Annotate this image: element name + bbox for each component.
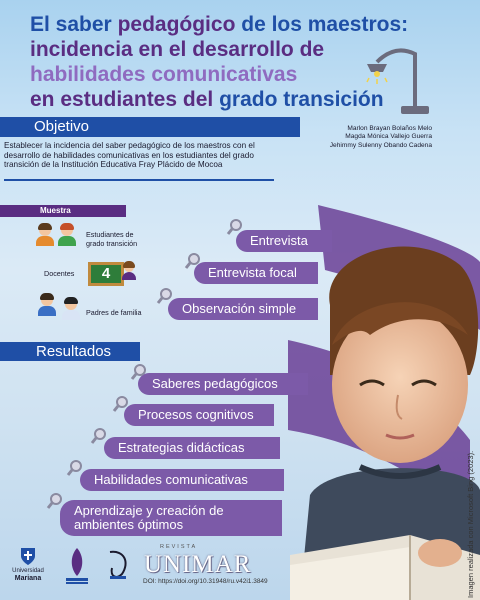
revista-label: REVISTA [160, 544, 198, 550]
academic-logo-icon [62, 546, 92, 586]
result-pill-aprendizaje: Aprendizaje y creación de ambientes óptimos [60, 500, 282, 536]
sample-padres-label: Padres de familia [86, 308, 142, 317]
title-line-2: incidencia en el desarrollo de [30, 38, 325, 61]
child-reading-illustration [290, 235, 480, 600]
resultados-header [0, 342, 140, 361]
magnifier-icon [112, 395, 130, 413]
magnifier-icon [130, 363, 148, 381]
author-name: Jehimmy Sulenny Obando Cadena [329, 141, 432, 149]
magnifier-icon [46, 492, 64, 510]
chalkboard-icon: 4 [88, 262, 124, 286]
result-pill-habilidades: Habilidades comunicativas [80, 469, 284, 491]
unimar-logo: UNIMAR [144, 551, 252, 578]
title-line-4: en estudiantes del grado transición [30, 88, 384, 111]
authors-list [306, 125, 432, 150]
magnifier-icon [66, 459, 84, 477]
title-line-1: El saber pedagógico de los maestros: [30, 13, 409, 36]
resultados-label: Resultados [36, 343, 112, 360]
method-pill-observacion: Observación simple [168, 298, 318, 320]
magnifier-icon [184, 252, 202, 270]
image-credit: Imagen realizada con Microsoft Bing (2023). [466, 450, 475, 598]
method-pill-entrevista: Entrevista [236, 230, 332, 252]
author-name: Magda Mónica Vallejo Guerra [345, 133, 432, 141]
author-name: Marlon Brayan Bolaños Melo [347, 125, 432, 132]
muestra-label: Muestra [40, 206, 71, 215]
parent-father-icon [38, 294, 56, 316]
sample-estudiantes-label: Estudiantes de grado transición [86, 230, 138, 248]
muestra-header [0, 205, 126, 217]
student-girl-icon [58, 224, 76, 246]
result-pill-estrategias: Estrategias didácticas [104, 437, 280, 459]
title-line-3: habilidades comunicativas [30, 63, 298, 86]
magnifier-icon [156, 287, 174, 305]
university-shield-icon [18, 546, 38, 566]
doi-link[interactable]: DOI: https://doi.org/10.31948/ru.v42i1.3849 [143, 578, 268, 585]
teacher-icon [122, 262, 136, 280]
objetivo-label: Objetivo [34, 118, 90, 135]
university-logo-text: Universidad Mariana [12, 568, 44, 582]
magnifier-icon [90, 427, 108, 445]
result-pill-procesos: Procesos cognitivos [124, 404, 274, 426]
result-pill-saberes: Saberes pedagógicos [138, 373, 308, 395]
objetivo-text: Establecer la incidencia del saber pedagógico de los maestros con el desarrollo de habilidades comunicativas en los estudiantes del grado transición de la Institución Educativa Fray Plácido de Mocoa [4, 141, 255, 170]
magnifier-icon [226, 218, 244, 236]
sample-docentes-label: Docentes [44, 269, 75, 278]
objetivo-divider [4, 179, 274, 181]
desk-lamp-icon [365, 42, 435, 120]
parent-mother-icon [62, 298, 80, 320]
method-pill-entrevista-focal: Entrevista focal [194, 262, 318, 284]
objetivo-header [0, 117, 300, 137]
editorial-logo-icon [104, 548, 132, 584]
student-boy-icon [36, 224, 54, 246]
